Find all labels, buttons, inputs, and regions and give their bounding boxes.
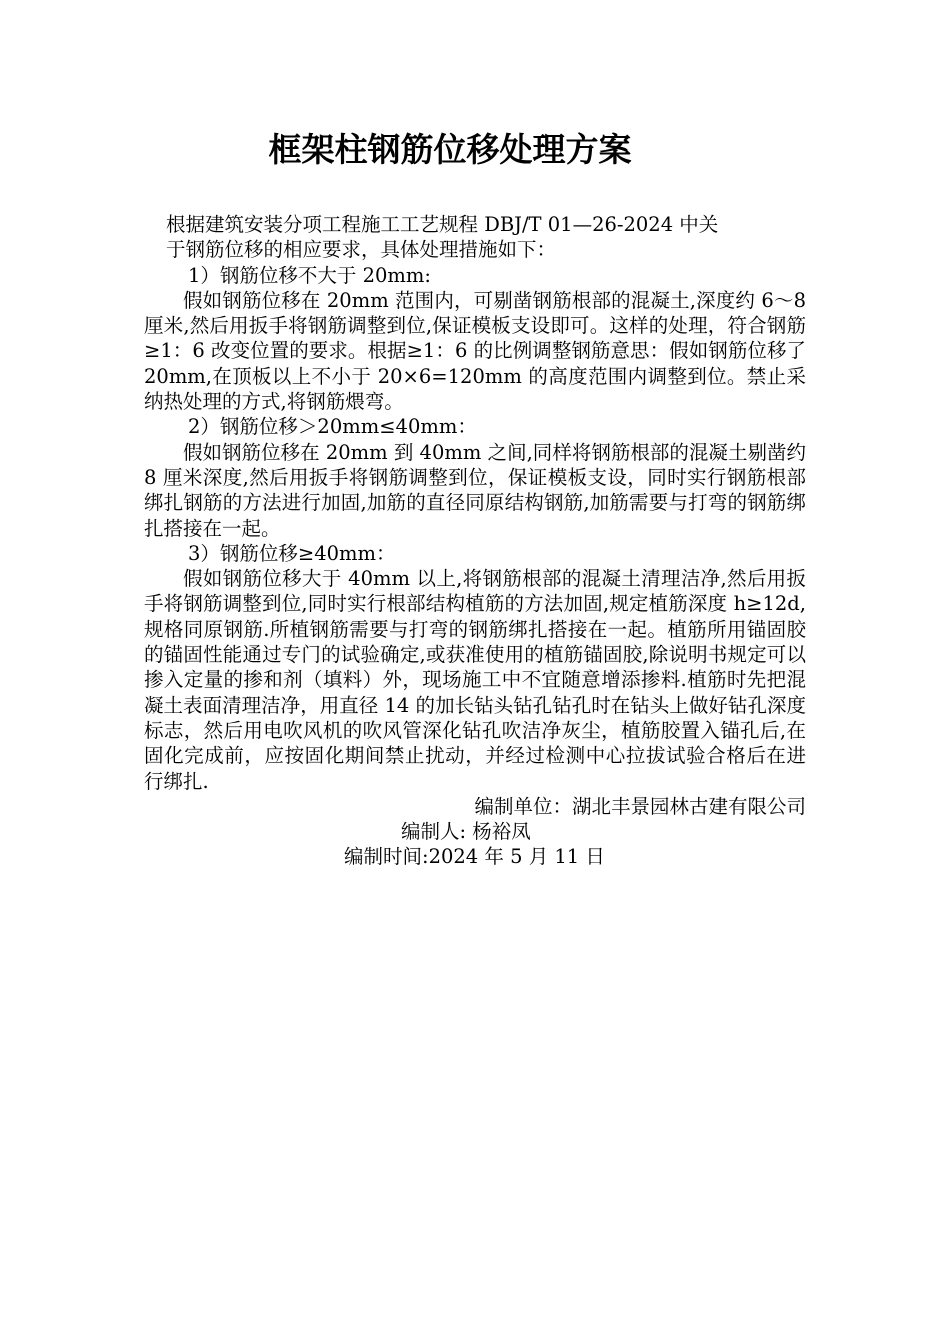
section-3-heading: 3）钢筋位移≥40mm： [188,541,396,565]
intro-line-2: 于钢筋位移的相应要求，具体处理措施如下： [166,238,557,262]
signature-person: 编制人: 杨裕凤 [401,820,531,844]
section-1-heading: 1）钢筋位移不大于 20mm: [188,263,431,287]
section-2-paragraph: 假如钢筋位移在 20mm 到 40mm 之间,同样将钢筋根部的混凝土剔凿约 8 厘米深度,然后用扳手将钢筋调整到位，保证模板支设，同时实行钢筋根部绑扎钢筋的方法进行加固,加筋的直径同原结构钢筋,加筋需要与打弯的钢筋绑扎搭接在一起。 [144,440,806,540]
signature-unit: 编制单位：湖北丰景园林古建有限公司 [474,794,806,818]
document-body [144,212,806,870]
section-3-paragraph: 假如钢筋位移大于 40mm 以上,将钢筋根部的混凝土清理洁净,然后用扳手将钢筋调整到位,同时实行根部结构植筋的方法加固,规定植筋深度 h≥12d,规格同原钢筋.所植钢筋需要与打弯的钢筋绑扎搭接在一起。植筋所用锚固胶的锚固性能通过专门的试验确定,或获准使用的植筋锚固胶,除说明书规定可以掺入定量的掺和剂（填料）外，现场施工中不宜随意增添掺料.植筋时先把混凝土表面清理洁净，用直径 14 的加长钻头钻孔钻孔时在钻头上做好钻孔深度标志，然后用电吹风机的吹风管深化钻孔吹洁净灰尘，植筋胶置入锚孔后,在固化完成前，应按固化期间禁止扰动，并经过检测中心拉拔试验合格后在进行绑扎. [144,567,806,793]
document-title: 框架柱钢筋位移处理方案 [268,130,632,169]
section-2-heading: 2）钢筋位移＞20mm≤40mm： [188,415,477,439]
intro-line-1: 根据建筑安装分项工程施工工艺规程 DBJ/T 01—26-2024 中关 [166,213,719,236]
signature-date: 编制时间:2024 年 5 月 11 日 [344,845,605,869]
section-1-paragraph: 假如钢筋位移在 20mm 范围内，可剔凿钢筋根部的混凝土,深度约 6～8 厘米,然后用扳手将钢筋调整到位,保证模板支设即可。这样的处理，符合钢筋≥1：6 改变位置的要求。根据≥1：6 的比例调整钢筋意思：假如钢筋位移了 20mm,在顶板以上不小于 20×6=120mm 的高度范围内调整到位。禁止采纳热处理的方式,将钢筋煨弯。 [144,288,806,414]
